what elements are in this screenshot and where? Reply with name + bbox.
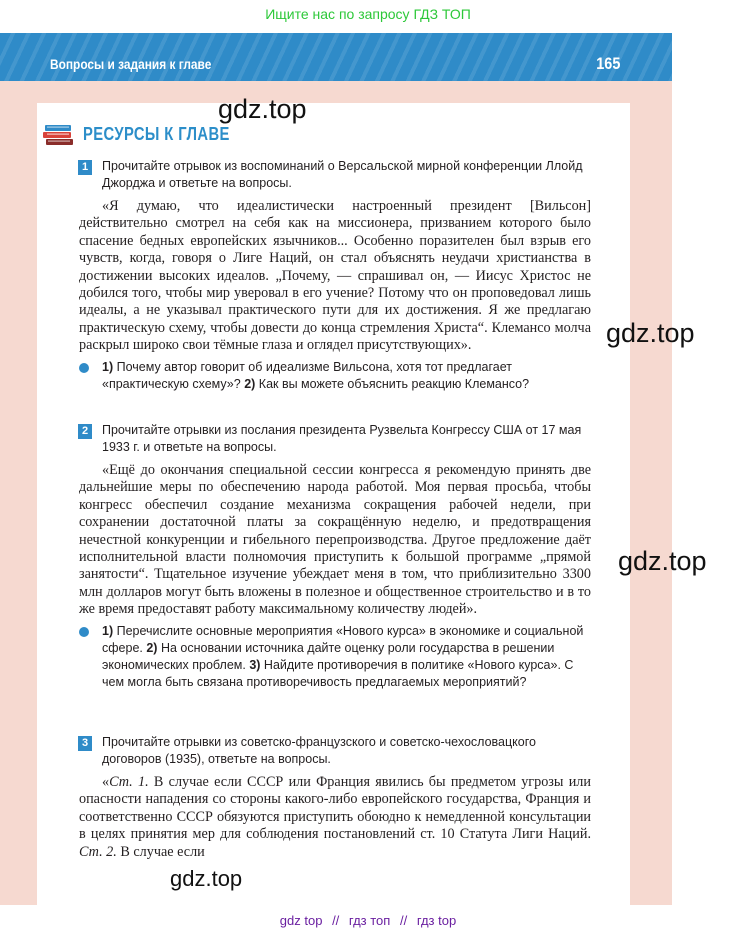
bottom-links bbox=[0, 913, 736, 928]
watermark: gdz.top bbox=[618, 546, 707, 576]
bottom-link[interactable]: gdz top bbox=[279, 913, 323, 928]
question-number: 1) bbox=[102, 359, 114, 374]
task-number-badge: 1 bbox=[78, 160, 92, 175]
top-search-link[interactable]: Ищите нас по запросу ГДЗ ТОП bbox=[265, 6, 471, 22]
task-instruction: Прочитайте отрывки из советско-французского и советско-чехословацкого договоров (1935), ответьте на вопросы. bbox=[102, 735, 536, 766]
question-bullet-icon bbox=[79, 363, 89, 373]
question-number: 2) bbox=[146, 640, 158, 655]
question-number: 1) bbox=[102, 623, 114, 638]
page-content bbox=[37, 103, 630, 905]
question-text: Как вы можете объяснить реакцию Клемансо? bbox=[255, 376, 530, 391]
quote-text: В случае если СССР или Франция явились бы предметом угрозы или опасности нападения со стороны какого-либо европейского государства, Франция и соответственно СССР обязуются приступить обоюдно к немедленной консультации в целях принятия мер для соблюдения постановлений ст. 10 Статута Лиги Наций. bbox=[79, 774, 591, 843]
task-questions bbox=[79, 359, 591, 393]
bottom-link[interactable]: гдз top bbox=[416, 913, 457, 928]
task-instruction: Прочитайте отрывок из воспоминаний о Версальской мирной конференции Ллойд Джорджа и ответьте на вопросы. bbox=[102, 159, 583, 190]
question-text: Почему автор говорит об идеализме Вильсона, хотя тот предлагает «практическую схему»? bbox=[102, 359, 512, 391]
question-bullet-icon bbox=[79, 627, 89, 637]
resources-title: РЕСУРСЫ К ГЛАВЕ bbox=[83, 124, 230, 144]
task-3 bbox=[79, 734, 591, 861]
quote-mark: « bbox=[102, 774, 110, 790]
task-1 bbox=[79, 158, 591, 393]
question-number: 2) bbox=[244, 376, 256, 391]
page-frame bbox=[0, 81, 672, 905]
question-text: На основании источника дайте оценку роли государства в решении экономических проблем. bbox=[102, 640, 555, 672]
link-separator: // bbox=[399, 913, 408, 928]
source-quote: «Я думаю, что идеалистически настроенный президент [Вильсон] действительно смотрел на себя как на миссионера, призванием которого было спасение бедных европейских язычников... Особенно поразителен был взрыв его чувств, когда, говоря о Лиге Наций, он стал объяснять неудачи христианства в достижении высоких идеалов. „Почему, — спрашивал он, — Иисус Христос не добился того, чтобы мир уверовал в его учение? Потому что он проповедовал лишь идеалы, а не указывал практического пути для их достижения. Я же предлагаю практическую схему, чтобы довести до конца стремления Христа“. Клемансо молча раскрыл широко свои тёмные глаза и оглядел присутствующих». bbox=[79, 198, 591, 354]
article-label: Ст. 2. bbox=[79, 843, 117, 860]
article-label: Ст. 1. bbox=[109, 774, 149, 790]
task-instruction: Прочитайте отрывки из послания президента Рузвельта Конгрессу США от 17 мая 1933 г. и ответьте на вопросы. bbox=[102, 423, 582, 454]
task-2 bbox=[79, 422, 591, 691]
watermark: gdz.top bbox=[170, 866, 243, 891]
task-number-badge: 2 bbox=[78, 424, 92, 439]
link-separator: // bbox=[332, 913, 340, 928]
question-text: Перечислите основные мероприятия «Нового курса» в экономике и социальной сфере. bbox=[102, 623, 584, 655]
watermark: gdz.top bbox=[606, 318, 695, 348]
header-title: Вопросы и задания к главе bbox=[50, 56, 212, 72]
question-text: Найдите противоречия в политике «Нового курса». С чем могла быть связана противоречивость предлагаемых мероприятий? bbox=[102, 657, 574, 689]
source-quote bbox=[79, 774, 591, 861]
bottom-link[interactable]: гдз топ bbox=[348, 913, 391, 928]
books-icon bbox=[43, 121, 77, 147]
quote-text: В случае если bbox=[116, 843, 205, 860]
watermark: gdz.top bbox=[218, 94, 307, 124]
task-number-badge: 3 bbox=[78, 736, 92, 751]
source-quote: «Ещё до окончания специальной сессии конгресса я рекомендую принять две дальнейшие меры по обеспечению народа работой. Моя первая просьба, чтобы конгресс обеспечил создание механизма сокращения рабочей недели, при сохранении достаточной платы за сокращённую неделю, и предотвращения нечестной конкуренции и гибельного перепроизводства. Другое предложение даёт исполнительной власти полномочия приступить к большой программе „прямой занятости“. Тщательное изучение убеждает меня в том, что приблизительно 3300 млн долларов могут быть вложены в полезное и общественное строительство и в то же время предоставят работу максимальному количеству людей». bbox=[79, 462, 591, 618]
question-number: 3) bbox=[249, 657, 261, 672]
page-number: 165 bbox=[595, 54, 620, 73]
chapter-header bbox=[0, 33, 672, 81]
task-questions bbox=[79, 623, 591, 691]
